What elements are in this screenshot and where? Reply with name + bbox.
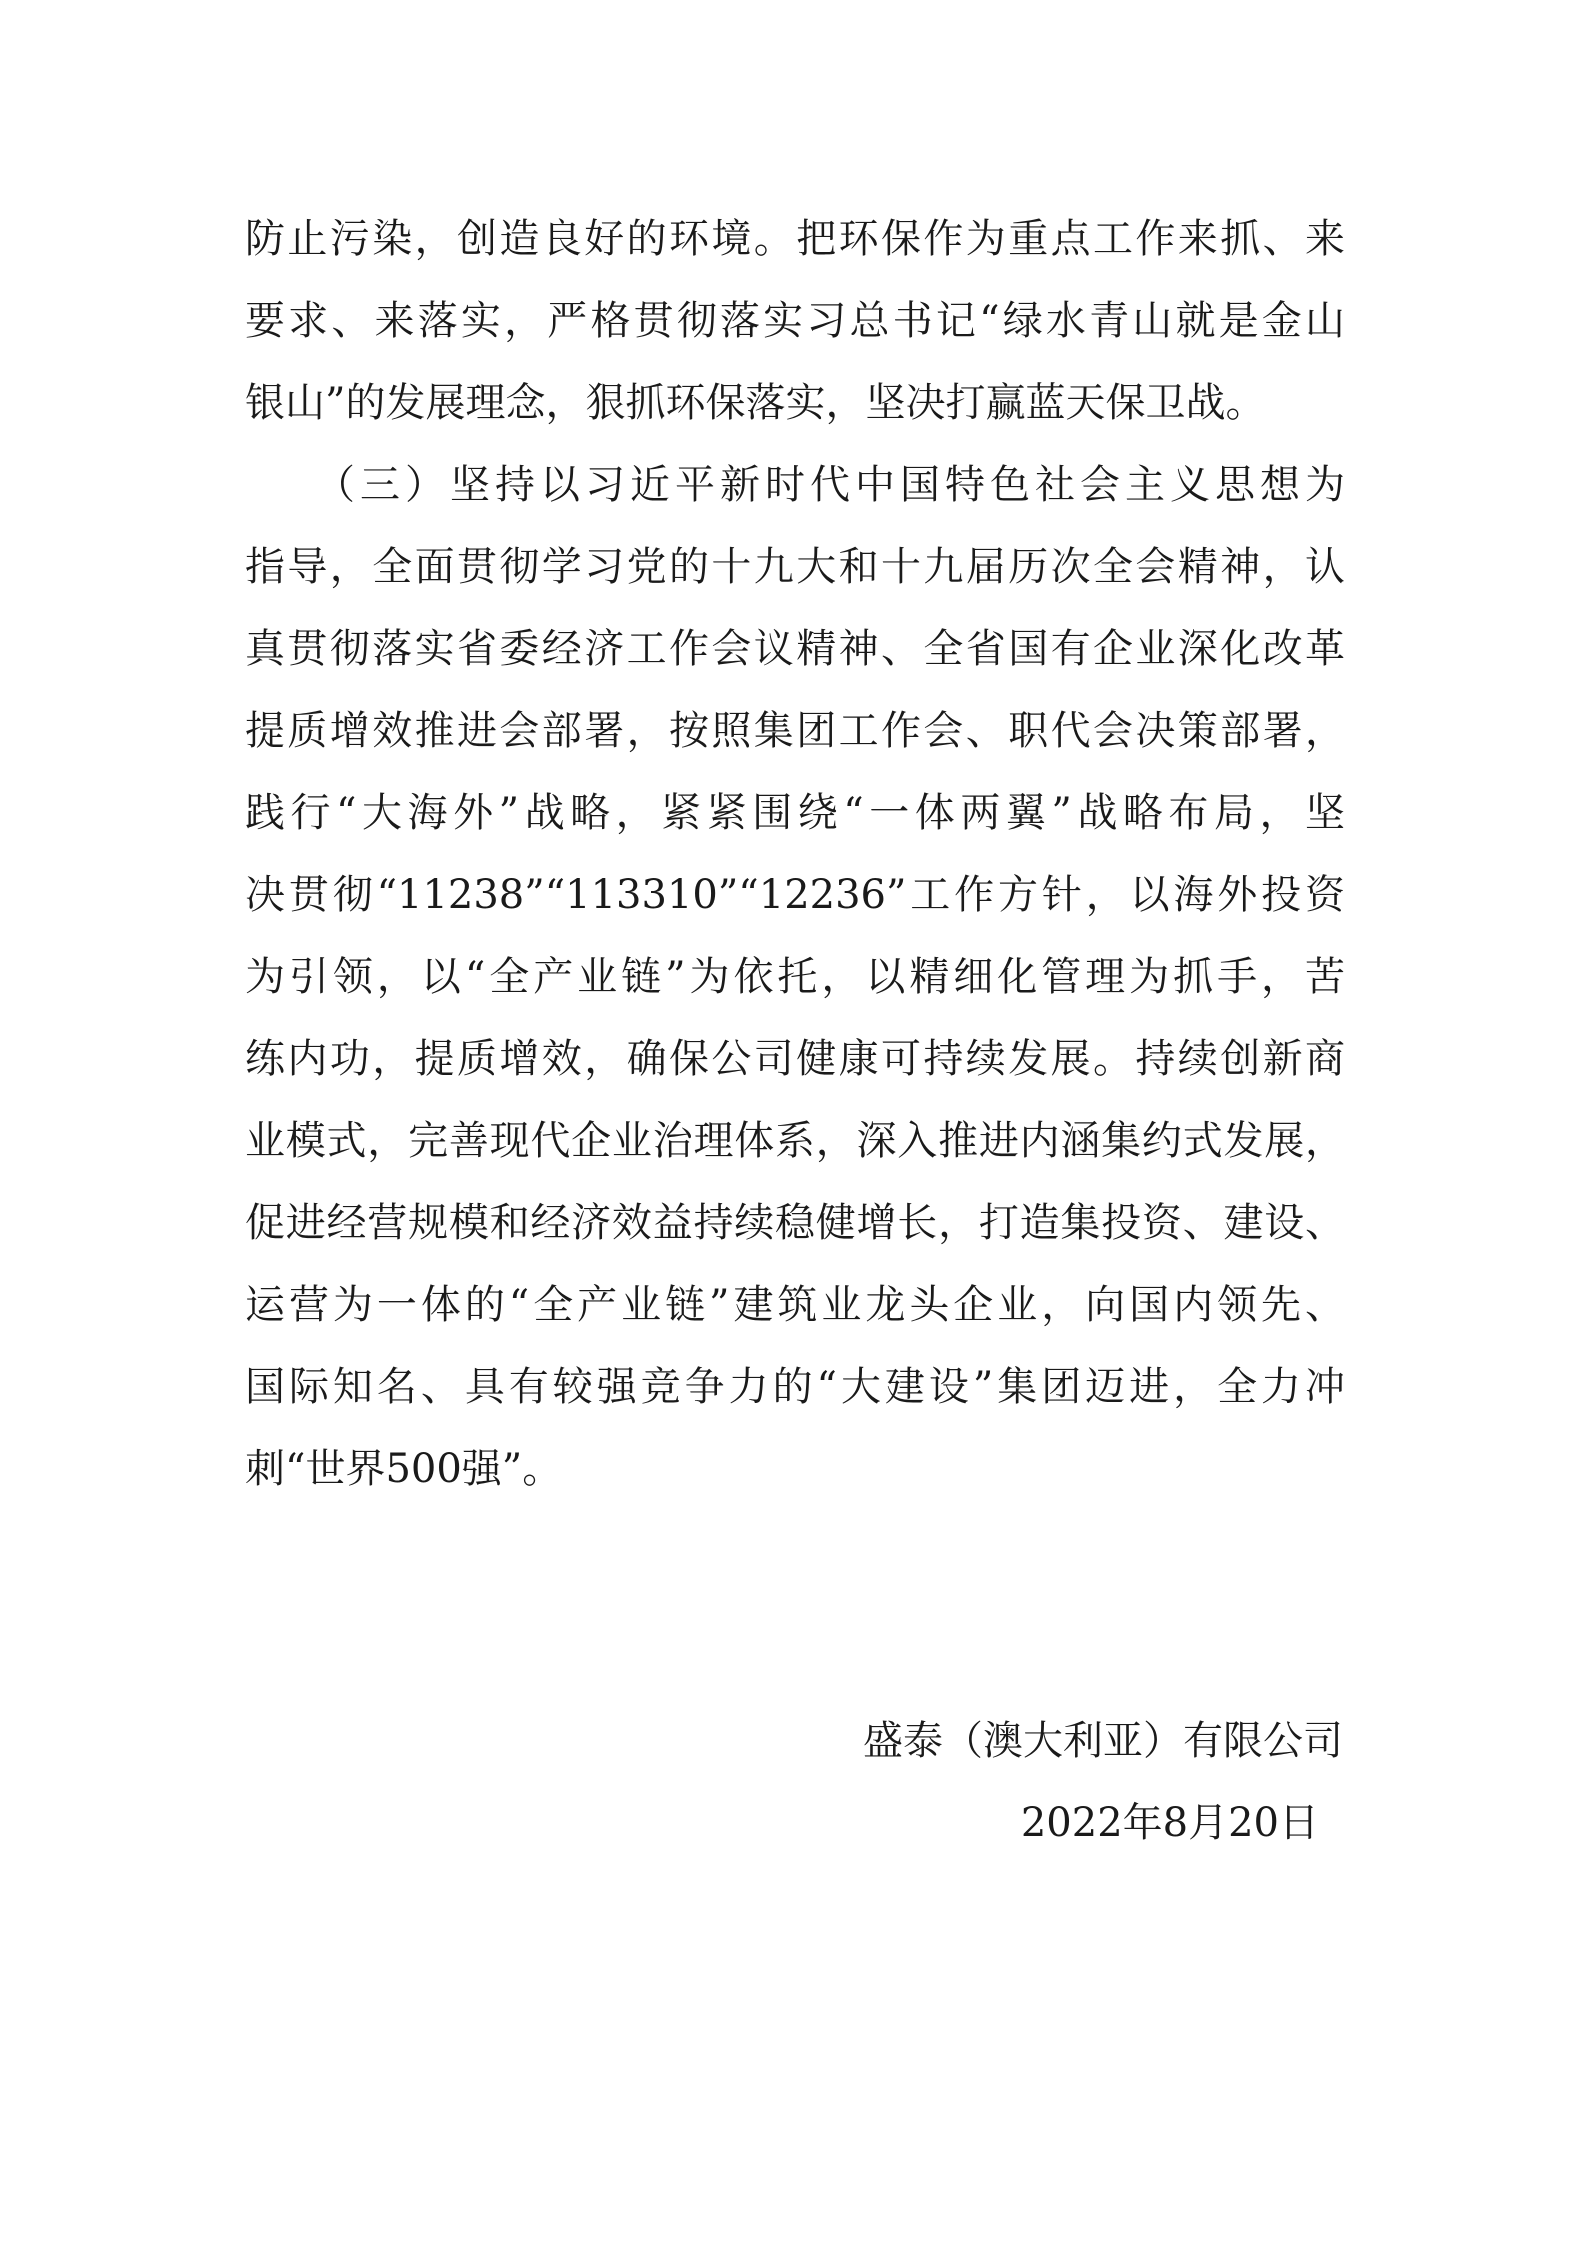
text-line: 练内功，提质增效，确保公司健康可持续发展。持续创新商 [245,1036,1345,1082]
text-line: 提质增效推进会部署，按照集团工作会、职代会决策部署， [245,708,1345,754]
text-line: 运营为一体的“全产业链”建筑业龙头企业，向国内领先、 [245,1282,1345,1328]
text-line: （三）坚持以习近平新时代中国特色社会主义思想为 [245,462,1345,508]
text-line: 为引领，以“全产业链”为依托，以精细化管理为抓手，苦 [245,954,1345,1000]
document-date: 2022年8月20日 [1020,1800,1319,1846]
text-line: 刺“世界500强”。 [245,1446,563,1492]
text-line: 要求、来落实，严格贯彻落实习总书记“绿水青山就是金山 [245,298,1345,344]
text-line: 国际知名、具有较强竞争力的“大建设”集团迈进，全力冲 [245,1364,1345,1410]
document-body [245,198,1345,1510]
text-line: 践行“大海外”战略，紧紧围绕“一体两翼”战略布局，坚 [245,790,1345,836]
text-line: 决贯彻“11238”“113310”“12236”工作方针，以海外投资 [245,872,1345,918]
text-line: 指导，全面贯彻学习党的十九大和十九届历次全会精神，认 [245,544,1345,590]
company-signature: 盛泰（澳大利亚）有限公司 [863,1718,1343,1764]
text-line: 防止污染，创造良好的环境。把环保作为重点工作来抓、来 [245,216,1345,262]
text-line: 真贯彻落实省委经济工作会议精神、全省国有企业深化改革 [245,626,1345,672]
paragraph-strategy [245,444,1345,1510]
text-line: 银山”的发展理念，狠抓环保落实，坚决打赢蓝天保卫战。 [245,380,1266,426]
text-line: 业模式，完善现代企业治理体系，深入推进内涵集约式发展， [245,1118,1345,1164]
paragraph-environment [245,198,1345,444]
text-line: 促进经营规模和经济效益持续稳健增长，打造集投资、建设、 [245,1200,1345,1246]
